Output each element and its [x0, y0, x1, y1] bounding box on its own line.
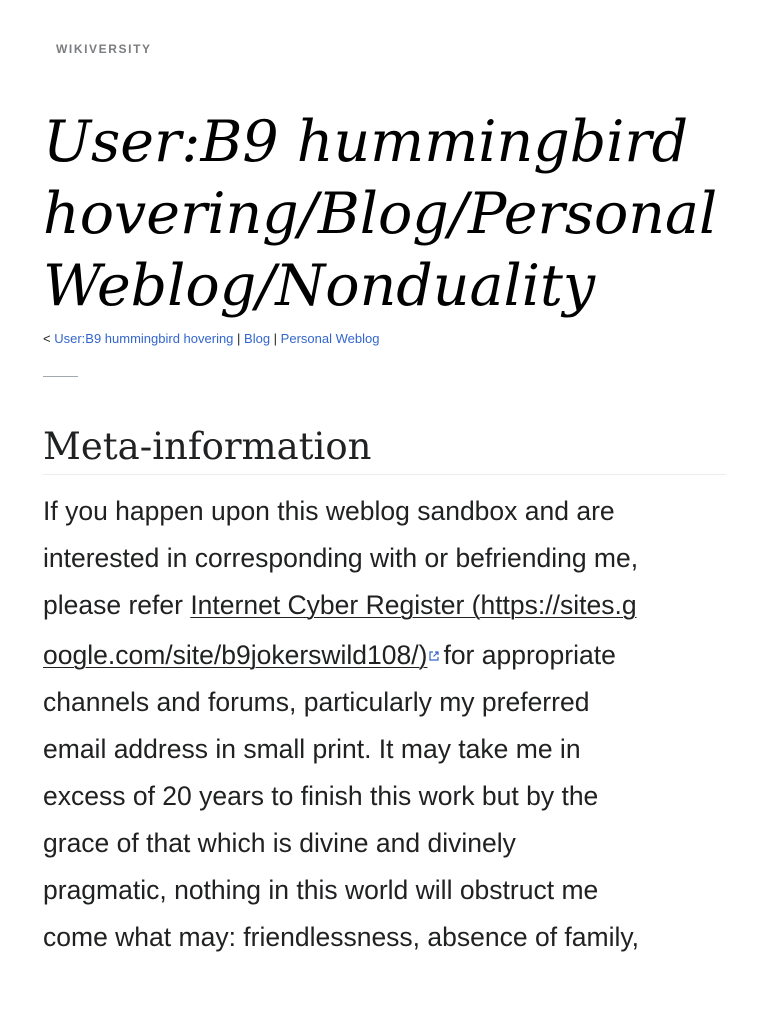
external-link-icon — [429, 629, 439, 639]
breadcrumb-link-personal-weblog[interactable]: Personal Weblog — [280, 331, 380, 346]
page-title-line-3: Weblog/Nonduality — [43, 253, 596, 319]
paragraph-line — [43, 629, 733, 679]
paragraph-line: grace of that which is divine and divinely — [43, 828, 516, 858]
page-title — [43, 106, 733, 322]
divider — [43, 376, 78, 377]
page-title-line-1: User:B9 hummingbird — [43, 109, 689, 175]
breadcrumb-link-user[interactable]: User:B9 hummingbird hovering — [54, 331, 234, 346]
paragraph-text: please refer — [43, 590, 191, 620]
breadcrumb-separator: | — [270, 331, 281, 346]
paragraph-line: excess of 20 years to finish this work but by the — [43, 781, 599, 811]
internet-cyber-register-link-continued[interactable] — [43, 640, 427, 670]
internet-cyber-register-link[interactable] — [190, 590, 636, 620]
page-title-line-2: hovering/Blog/Personal — [43, 181, 718, 247]
link-text-part-2: oogle.com/site/b9jokerswild108/) — [43, 640, 428, 670]
link-text-part-1: Internet Cyber Register (https://sites.g — [190, 590, 637, 620]
breadcrumb-prefix: < — [43, 331, 55, 346]
body-paragraph — [43, 488, 733, 961]
paragraph-line: If you happen upon this weblog sandbox and are — [43, 496, 615, 526]
breadcrumb — [43, 331, 379, 347]
paragraph-line: pragmatic, nothing in this world will obstruct me — [43, 875, 599, 905]
paragraph-line: come what may: friendlessness, absence of family, — [43, 922, 640, 952]
paragraph-line — [43, 582, 733, 629]
breadcrumb-link-blog[interactable]: Blog — [244, 331, 271, 346]
paragraph-line: email address in small print. It may take me in — [43, 734, 581, 764]
paragraph-text: for appropriate — [443, 640, 616, 670]
wikiversity-wordmark[interactable]: WIKIVERSITY — [56, 42, 152, 56]
breadcrumb-separator: | — [233, 331, 245, 346]
paragraph-line: channels and forums, particularly my preferred — [43, 687, 590, 717]
section-heading: Meta-information — [43, 424, 726, 475]
paragraph-line: interested in corresponding with or befriending me, — [43, 543, 639, 573]
